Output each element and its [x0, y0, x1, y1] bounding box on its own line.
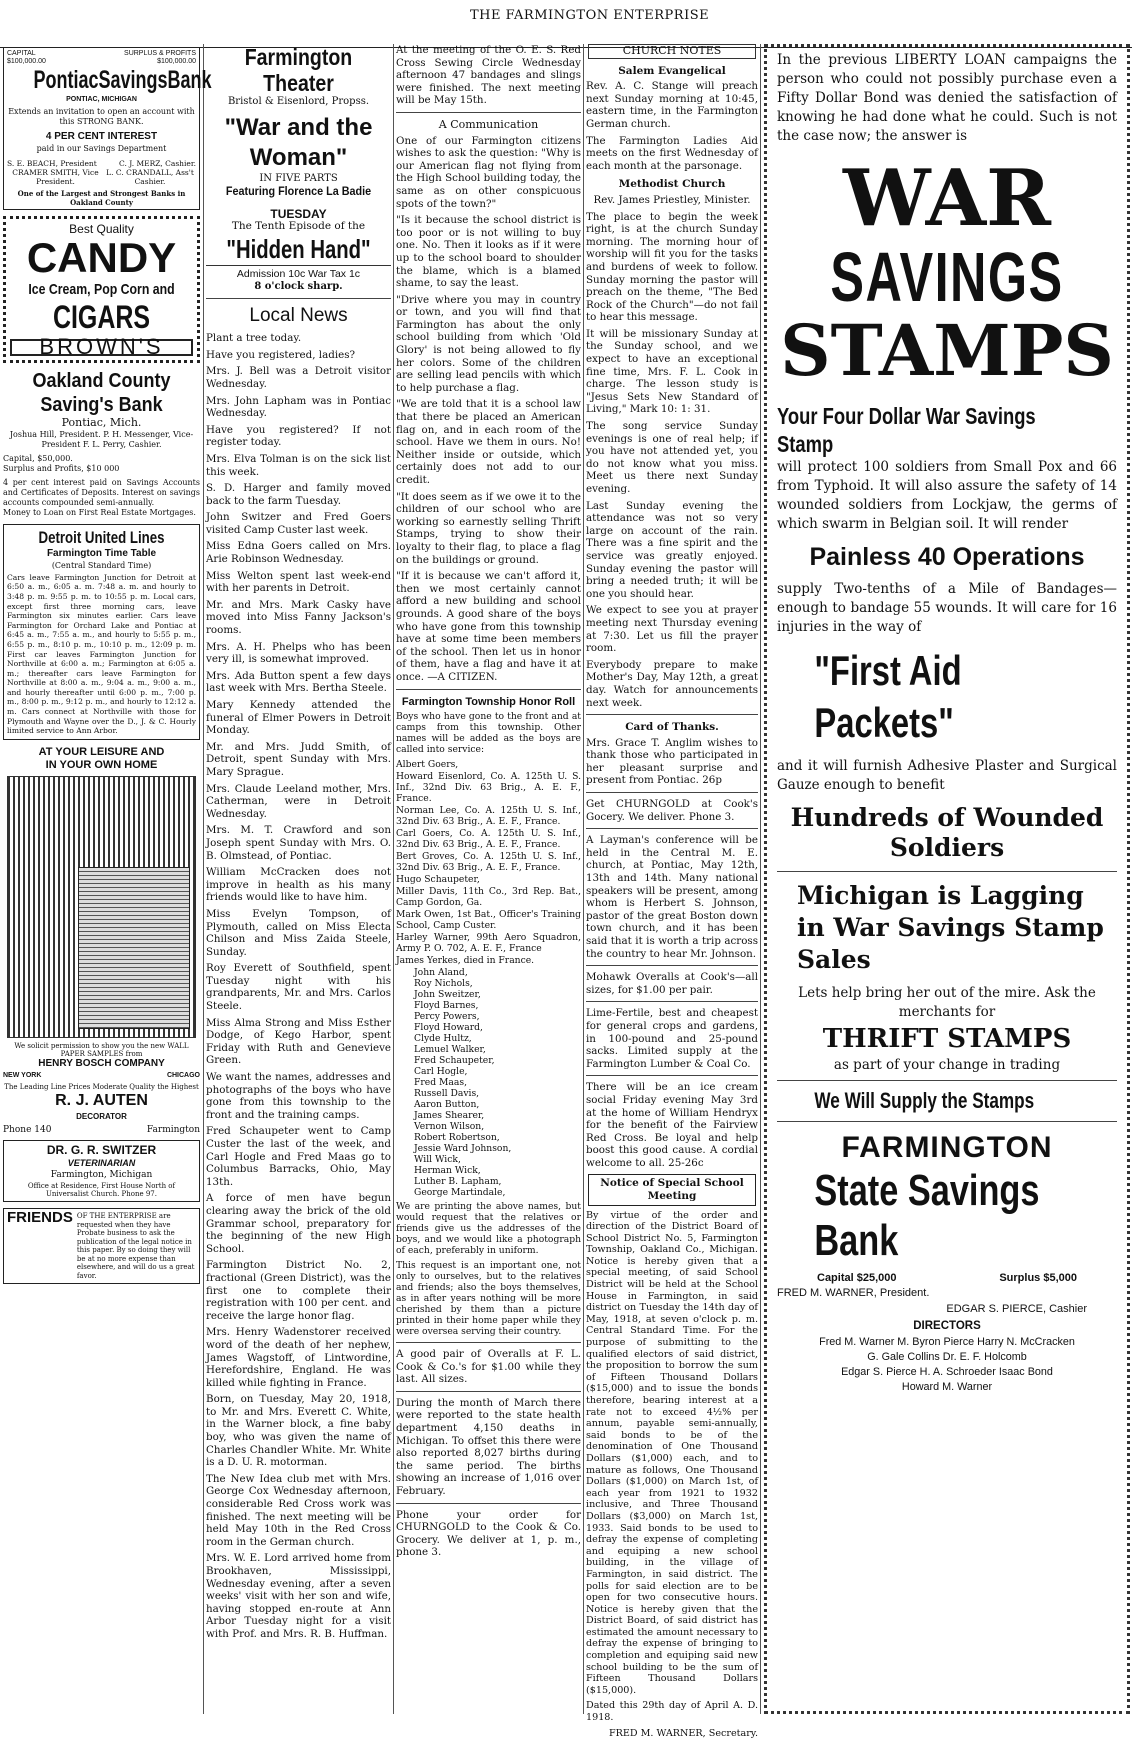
special-meeting-heading-box	[588, 1174, 756, 1206]
auten-ny: NEW YORK	[3, 1072, 42, 1080]
honor-roll-name: Fred Schaupeter,	[414, 1055, 495, 1067]
theater-film-2: "Hidden Hand"	[226, 233, 371, 264]
local-news-item: Mary Kennedy attended the funeral of Elmer Powers in Detroit Monday.	[206, 699, 391, 737]
communication-paragraph: One of our Farmington citizens wishes to ask the question: "Why is our American flag not flying from the High School building today, the same as on other conspicuous spots of the town?"	[396, 134, 581, 210]
communication-paragraph: "Is it because the school district is too poor or is not willing to buy one. No. Then it looks as if it were up to the school board to shoulder the blame, which is a blamed shame, to say the least.	[396, 214, 581, 290]
wss-supply: supply Two-tenths of a Mile of Bandages—enough to bandage 55 wounds. It will care for 16 injuries in the way of	[777, 581, 1117, 635]
auten-solicit: We solicit permission to show you the new WALL PAPER SAMPLES from	[14, 1041, 189, 1058]
methodist-minister: Rev. James Priestley, Minister.	[593, 193, 751, 206]
special-meeting-signature: FRED M. WARNER, Secretary.	[608, 1727, 758, 1739]
detroit-united-lines-ad	[3, 524, 200, 740]
honor-roll-name: Percy Powers,	[414, 1011, 480, 1023]
honor-roll-name: Herman Wick,	[414, 1165, 481, 1177]
bank-city: Pontiac, Mich.	[61, 415, 142, 429]
interest-sub: paid in our Savings Department	[36, 144, 167, 154]
auten-town: Farmington	[146, 1124, 200, 1135]
local-news-item: Have you registered, ladies?	[206, 348, 356, 361]
salem-heading: Salem Evangelical	[618, 64, 726, 77]
auten-line: The Leading Line Prices Moderate Quality the Highest	[4, 1083, 199, 1092]
ice-cream-social-notice: There will be an ice cream social Friday evening May 3rd at the home of William Hendryx for the benefit of the Fairview Red Cross. Be loyal and help boost this good cause. A cordial welcome to all. 25-26c	[586, 1081, 758, 1169]
theater-day: TUESDAY	[270, 206, 327, 221]
local-news-item: We want the names, addresses and photographs of the boys who have gone from this township to the front and the training camps.	[206, 1071, 391, 1121]
honor-roll-entry: Albert Goers,	[396, 759, 459, 771]
capital-value: $100,000.00	[7, 58, 46, 65]
local-news-item: Mrs. M. T. Crawford and son Joseph spent Sunday with Mrs. O. B. Olmstead, of Pontiac.	[206, 824, 391, 862]
officer: C. J. MERZ, Cashier.	[119, 158, 196, 168]
local-news-item: Miss Evelyn Tompson, of Plymouth, called on Miss Electa Chilson and Miss Zaida Steele, Sunday.	[206, 907, 391, 958]
bank-body: 4 per cent interest paid on Savings Accounts and Certificates of Deposits. Interest on savings accounts compounded semi-annually.	[3, 477, 200, 507]
honor-roll-entry: Norman Lee, Co. A. 125th U. S. Inf., 32nd Div. 63 Brig., A. E. F., France.	[396, 805, 581, 828]
salem-paragraph: The Farmington Ladies Aid meets on the first Wednesday of each month at the parsonage.	[586, 134, 758, 172]
honor-roll-entry: Mark Owen, 1st Bat., Officer's Training School, Camp Custer.	[396, 909, 581, 932]
communication-heading: A Communication	[438, 117, 539, 131]
switzer-town: Farmington, Michigan	[50, 1170, 153, 1181]
auten-heading: IN YOUR OWN HOME	[45, 758, 158, 771]
section-rule	[777, 1080, 1117, 1081]
oes-notice: At the meeting of the O. E. S. Red Cross Sewing Circle Wednesday afternoon 47 bandages and slings were finished. The next meeting will be May 15th.	[396, 44, 581, 107]
directors-line: Edgar S. Pierce H. A. Schroeder Isaac Bond	[841, 1365, 1053, 1378]
local-news-item: Mrs. Claude Leeland mother, Mrs. Catherman, were in Detroit Wednesday.	[206, 782, 391, 820]
column-divider	[583, 44, 584, 1714]
honor-roll-name: Luther B. Lapham,	[414, 1176, 502, 1188]
wss-stamps: STAMPS	[780, 309, 1114, 392]
wss-hundreds: Hundreds of Wounded Soldiers	[790, 803, 1104, 862]
switzer-veterinarian-ad	[3, 1140, 200, 1202]
honor-roll-name: Jessie Ward Johnson,	[414, 1143, 512, 1155]
newspaper-title: THE FARMINGTON ENTERPRISE	[470, 8, 710, 23]
column-divider	[393, 44, 394, 1714]
surplus-value: $100,000.00	[157, 58, 196, 65]
methodist-heading: Methodist Church	[618, 178, 726, 191]
dul-std: (Central Standard Time)	[51, 561, 152, 571]
local-news-item: Mrs. W. E. Lord arrived home from Brookhaven, Mississippi, Wednesday evening, after a seven weeks' visit with her son and wife, having stopped en-route at Ann Arbor Tuesday night for a visit with Prof. and Mrs. R. B. Huffman.	[206, 1552, 391, 1640]
honor-roll-entry: Miller Davis, 11th Co., 3rd Rep. Bat., Camp Gordon, Ga.	[396, 886, 581, 909]
section-rule	[586, 1075, 758, 1076]
candy-ad	[3, 216, 200, 363]
local-news-item: John Switzer and Fred Goers visited Camp Custer last week.	[206, 511, 391, 536]
section-rule	[586, 792, 758, 793]
honor-roll-name: Lemuel Walker,	[414, 1044, 486, 1056]
communication-paragraph: "If it is because we can't afford it, then we most certainly cannot afford a new building and school grounds. A good share of the boys who have gone from this township have at some time been members of the school. Then let us in honor of them, have a flag and have it at once. —A CITIZEN.	[396, 570, 581, 683]
honor-roll-name: Vernon Wilson,	[414, 1121, 485, 1133]
column-ads-left	[0, 44, 212, 1714]
theater-featuring: Featuring Florence La Badie	[225, 184, 372, 199]
wss-intro: In the previous LIBERTY LOAN campaigns the person who could not possibly purchase even a Fifty Dollar Bond was denied the satisfaction of knowing he had done what he could. Such is not the case now; the answer is	[777, 52, 1117, 144]
card-of-thanks-heading: Card of Thanks.	[625, 721, 719, 734]
local-news-item: Mrs. Elva Tolman is on the sick list this week.	[206, 452, 391, 478]
directors-line: G. Gale Collins Dr. E. F. Holcomb	[867, 1350, 1027, 1363]
theater-episode: The Tenth Episode of the	[231, 220, 366, 233]
bank-president: FRED M. WARNER, President.	[777, 1286, 930, 1299]
local-news-item: Mr. and Mrs. Judd Smith, of Detroit, spent Sunday with Mrs. Mary Sprague.	[206, 740, 391, 778]
local-news-item: Born, on Tuesday, May 20, 1918, to Mr. and Mrs. Everett C. White, in the Warner block, a fine baby boy, who was given the name of Charles Chandler White. Mr. White is a D. U. R. motorman.	[206, 1393, 391, 1469]
officer: S. E. BEACH, President	[7, 158, 97, 168]
local-news-item: Fred Schaupeter went to Camp Custer the last of the week, and Carl Hogle and Fred Maas go to Columbus Barracks, Ohio, May 13th.	[206, 1125, 391, 1188]
honor-roll-entry: Howard Eisenlord, Co. A. 125th U. S. Inf., 32nd Div. 63 Brig., A. E. F., France.	[396, 771, 581, 805]
methodist-paragraph: Everybody prepare to make Mother's Day, May 12th, a great day. Watch for announcements next week.	[586, 658, 758, 709]
methodist-paragraph: It will be missionary Sunday at the Sunday school, and we expect to have an exceptional fine time, Mrs. F. L. Cook in charge. The lesson study is "Jesus Sets New Standard of Living," Mark 10: 1: 31.	[586, 327, 758, 416]
honor-roll-name: Robert Robertson,	[414, 1132, 500, 1144]
section-rule	[586, 714, 758, 715]
salem-body	[586, 80, 758, 172]
bank-capital: Capital $25,000	[817, 1272, 897, 1284]
friends-title: FRIENDS	[7, 1209, 73, 1226]
dul-body: Cars leave Farmington Junction for Detroit at 6:50 a. m., 6:05 a. m. 7:48 a. m. and hourly to 3:48 p. m. 9:55 p. m. to 10:55 p. m. Local cars, except first three morning cars, leave Farmington six minutes earlier. Cars leave Farmington for Orchard Lake and Pontiac at 6:45 a. m., 7:55 a. m., and hourly to 5:55 p. m., 6:55 p. m., 8:10 p. m., 10:10 p. m., 12:09 p. m. First car leaves Farmington Junction for Northville at 6:00 a. m.; Farmington at 6:05 a. m.; thereafter cars leave Farmington for Northville at 8:00 a. m., 9:04 a. m., 9:00 a. m., and hourly thereafter until 6:00 p. m., 7:00 p. m., 8:00 p. m., 9:12 p. m., and hourly to 12:12 a. m. Cars connect at Northville with those for Plymouth and Wayne over the D., J. & C. Hourly limited service to Ann Arbor.	[7, 572, 196, 736]
honor-roll-name: Russell Davis,	[414, 1088, 480, 1100]
farmington-bank-name: FARMINGTON	[841, 1131, 1053, 1164]
methodist-paragraph: We expect to see you at prayer meeting next Thursday evening at 7:30. Let us fill the prayer room.	[586, 604, 758, 655]
honor-roll-name: Carl Hogle,	[414, 1066, 468, 1078]
auten-phone: Phone 140	[3, 1124, 52, 1135]
honor-roll-close: We are printing the above names, but would request that the relatives or friends give us the addresses of the boys, and we would like a photograph of each, preferably in uniform.	[396, 1201, 581, 1257]
wss-four-dollar: Your Four Dollar War Savings Stamp	[777, 403, 1036, 457]
local-news-item: S. D. Harger and family moved back to the farm Tuesday.	[206, 482, 391, 507]
honor-roll-entry: Harley Warner, 99th Aero Squadron, Army P. O. 702, A. E. F., France	[396, 932, 581, 955]
section-rule	[396, 689, 581, 690]
honor-roll-details	[396, 759, 581, 966]
communication-paragraph: "Drive where you may in country or town, and you will find that Farmington has about the only school building from which 'Old Glory' is not being allowed to fly her colors. Some of the children are selling lead pencils with which to help purchase a flag.	[396, 293, 581, 394]
wss-helps: Lets help bring her out of the mire. Ask the merchants for	[798, 985, 1096, 1020]
bank-city: PONTIAC, MICHIGAN	[66, 96, 137, 103]
lime-fertile-notice: Lime-Fertile, best and cheapest for general crops and gardens, in 100-pound and 25-pound sacks. Limited supply at the Farmington Lumber & Coal Co.	[586, 1007, 758, 1070]
honor-roll-names	[396, 967, 581, 1198]
directors-line: Howard M. Warner	[901, 1380, 993, 1393]
farmington-theater-ad	[206, 44, 391, 293]
honor-roll-name: Will Wick,	[414, 1154, 461, 1166]
theater-film-1: "War and the Woman"	[224, 113, 373, 171]
special-meeting-paragraph: By virtue of the order and direction of the District Board of School District No. 5, Farmington Township, Oakland Co., Michigan. Notice is hereby given that a special meeting, of said School District will be held at the School House in Farmington, in said district on Tuesday the 14th day of May, 1918, at seven o'clock p. m. Central Standard Time. For the purpose of submitting to the qualified electors of said district, the proposition to borrow the sum of Fifteen Thousand Dollars ($15,000) and to issue the bonds therefore, bearing interest at a rate not to exceed 4½% per annum, payable semi-annually, said bonds to be of the denomination of One Thousand Dollars ($1,000) each, and to mature as follows, One Thousand Dollars ($1,000) on March 1st, of each year from 1921 to 1932 inclusive, and Three Thousand Dollars ($3,000) on March 1st, 1933. Said bonds to be used to defray the expense of completing and equiping a new school building, in the village of Farmington, in said district. The polls for said election are to be open for two consecutive hours. Notice is hereby given that the District Board, of said district has estimated the amount necessary to defray the expense of bringing to completion and equiping said new school building to be the sum of Fifteen Thousand Dollars ($15,000).	[586, 1209, 758, 1696]
honor-roll-name: Fred Maas,	[414, 1077, 468, 1089]
interest-heading: 4 PER CENT INTEREST	[45, 130, 158, 142]
communication-body	[396, 135, 581, 684]
local-news-item: Mrs. A. H. Phelps who has been very ill, is somewhat improved.	[206, 640, 391, 666]
wss-protect: will protect 100 soldiers from Small Pox and 66 from Typhoid. It will also assure the safety of 14 wounded soldiers from Lockjaw, the germs of which swarm in Belgian soil. It will render	[777, 459, 1117, 532]
march-deaths-notice: During the month of March there were reported to the state health department 4,150 deaths in Michigan. To offset this there were also reported 8,027 births during the same period. The births showing an increase of 1,016 over February.	[396, 1396, 581, 1498]
section-rule	[396, 1342, 581, 1343]
oakland-county-bank-ad	[3, 369, 200, 518]
switzer-name: DR. G. R. SWITZER	[46, 1143, 157, 1158]
local-news-item: The New Idea club met with Mrs. George Cox Wednesday afternoon, considerable Red Cross work was finished. The next meeting will be held May 10th in the Red Cross room in the German church.	[206, 1472, 391, 1548]
wss-war: WAR	[843, 153, 1051, 244]
bank-surplus: Surplus and Profits, $10 000	[3, 463, 120, 473]
methodist-paragraph: The place to begin the week right, is at the church Sunday morning. The morning hour of worship will fit you for the tasks and burdens of week to follow. Sunday morning the pastor will preach on the theme, "The Bed Rock of the Church"—do not fail to hear this message.	[586, 210, 758, 324]
bank-invite: Extends an invitation to open an account with this STRONG BANK.	[8, 106, 195, 126]
communication-paragraph: "We are told that it is a school law that there be placed an American flag on, and in each room of the school. Have we them in ours. No! Neither inside or outside, which certainly does not add to our credit.	[396, 398, 581, 486]
honor-roll-entry: James Yerkes, died in France.	[396, 955, 535, 967]
bank-footer: One of the Largest and Strongest Banks in Oakland County	[17, 188, 186, 207]
theater-props: Bristol & Eisenlord, Propss.	[227, 96, 370, 107]
honor-roll-name: Roy Nichols,	[414, 978, 473, 990]
bank-name: PontiacSavingsBank	[33, 66, 212, 94]
surplus-label: SURPLUS & PROFITS	[124, 50, 196, 57]
overalls-notice: A good pair of Overalls at F. L. Cook & Co.'s for $1.00 while they last. All sizes.	[396, 1348, 581, 1386]
local-news-item: Miss Edna Goers called on Mrs. Arie Robinson Wednesday.	[206, 540, 391, 566]
dul-sub: Farmington Time Table	[46, 547, 157, 559]
officer: CRAMER SMITH, Vice President.	[12, 167, 99, 186]
local-news-item: Mrs. J. Bell was a Detroit visitor Wednesday.	[206, 365, 391, 390]
local-news-item: Miss Welton spent last week-end with her parents in Detroit.	[206, 569, 391, 595]
bank-cashier: EDGAR S. PIERCE, Cashier	[946, 1302, 1087, 1315]
laymen-conference-notice: A Layman's conference will be held in the Central M. E. church, at Pontiac, May 12th, 13th and 14th. Many national speakers will be present, among whom is Herbert S. Johnson, pastor of the great Boston down town church, and it has been said that it is worth a trip across the country to hear Mr. Johnson.	[586, 834, 758, 960]
wss-lagging: Michigan is Lagging in War Savings Stamp Sales	[797, 881, 1104, 974]
pontiac-savings-bank-ad	[3, 47, 212, 210]
theater-parts: IN FIVE PARTS	[259, 172, 338, 184]
officer: L. C. CRANDALL, Ass't Cashier.	[106, 167, 194, 186]
mohawk-overalls-notice: Mohawk Overalls at Cook's—all sizes, for $1.00 per pair.	[586, 971, 758, 996]
wss-first-aid: "First Aid Packets"	[814, 647, 962, 746]
honor-roll-name: Floyd Howard,	[414, 1022, 483, 1034]
methodist-paragraph: Last Sunday evening the attendance was not so very large on account of the rain. There was a fine spirit and the service was greatly enjoyed. Sunday evening the pastor will bring a needed truth; it will be one you should hear.	[586, 499, 758, 600]
honor-roll-entry: Hugo Schaupeter,	[396, 874, 480, 886]
wss-furnish: and it will furnish Adhesive Plaster and Surgical Gauze enough to benefit	[777, 758, 1117, 793]
auten-role: DECORATOR	[76, 1112, 127, 1122]
local-news-heading: Local News	[249, 305, 348, 327]
honor-roll-name: Clyde Hultz,	[414, 1033, 472, 1045]
candy-line: Best Quality	[69, 221, 134, 236]
local-news-item: A force of men have begun clearing away the brick of the old Grammar school, preparatory for the beginning of the new High School.	[206, 1192, 391, 1255]
directors-heading: DIRECTORS	[913, 1319, 981, 1332]
dul-title: Detroit United Lines	[38, 527, 165, 547]
masthead	[0, 6, 1132, 40]
wss-supply-stamps: We Will Supply the Stamps	[814, 1088, 1035, 1113]
church-notes-heading: CHURCH NOTES	[588, 44, 756, 59]
bank-capital: Capital, $50,000.	[3, 453, 73, 463]
honor-roll-name: James Shearer,	[414, 1110, 485, 1122]
auten-name: R. J. AUTEN	[55, 1092, 148, 1110]
salem-paragraph: Rev. A. C. Stange will preach next Sunday morning at 10:45, eastern time, in the Farmington German church.	[586, 80, 758, 130]
local-news-item: Miss Alma Strong and Miss Esther Dodge, of Kego Harbor, spent Friday with Ruth and Genevieve Green.	[206, 1016, 391, 1067]
section-rule	[396, 1391, 581, 1392]
section-rule	[777, 871, 1117, 872]
honor-roll-close-2: This request is an important one, not only to ourselves, but to the relatives and friends; also the boys themselves, as in after years nothing will be more cherished by them than a picture printed in their home paper while they were oversea serving their country.	[396, 1260, 581, 1338]
candy-line: Ice Cream, Pop Corn and	[28, 281, 175, 299]
local-news-item: Plant a tree today.	[206, 332, 302, 345]
local-news-item: Farmington District No. 2, fractional (Green District), was the first one to complete their registration with 100 per cent. and receive the large honor flag.	[206, 1259, 391, 1322]
section-rule	[586, 1001, 758, 1002]
local-news-item: Mrs. John Lapham was in Pontiac Wednesday.	[206, 394, 391, 420]
directors-line: Fred M. Warner M. Byron Pierce Harry N. McCracken	[819, 1335, 1075, 1348]
bank-name: Oakland County Saving's Bank	[32, 369, 171, 416]
auten-company: HENRY BOSCH COMPANY	[38, 1057, 165, 1069]
switzer-role: VETERINARIAN	[67, 1157, 136, 1168]
wss-painless: Painless 40 Operations	[809, 543, 1085, 571]
special-meeting-body	[586, 1210, 758, 1724]
section-rule	[586, 965, 758, 966]
wss-change: as part of your change in trading	[833, 1057, 1061, 1073]
theater-time: 8 o'clock sharp.	[254, 280, 343, 292]
local-news-item: Roy Everett of Southfield, spent Tuesday night with his grandparents, Mr. and Mrs. Carlos Steele.	[206, 962, 391, 1013]
methodist-paragraph: The song service Sunday evenings is one of real help; if you have not attended yet, you do not know what you miss. Meet us there next Sunday evening.	[586, 420, 758, 495]
special-meeting-paragraph: Dated this 29th day of April A. D. 1918.	[586, 1700, 758, 1724]
cigars-heading: CIGARS	[52, 299, 151, 336]
section-rule	[396, 1503, 581, 1504]
farmington-bank-name-2: State Savings Bank	[814, 1166, 1040, 1265]
bank-surplus: Surplus $5,000	[999, 1272, 1077, 1284]
local-news-item: Have you registered? If not register today.	[206, 423, 391, 449]
special-meeting-heading: Notice of Special School Meeting	[600, 1176, 744, 1202]
churngold-notice: Get CHURNGOLD at Cook's Gocery. We deliver. Phone 3.	[586, 798, 758, 823]
section-rule	[586, 828, 758, 829]
local-news-list	[206, 332, 391, 1640]
card-of-thanks-body: Mrs. Grace T. Anglim wishes to thank those who participated in her pleasant surprise and present from Pontiac. 26p	[586, 736, 758, 787]
local-news-item: Mrs. Henry Wadenstorer received word of the death of her nephew, James Wagstoff, of Lintwordine, Herefordshire, England. He was killed while fighting in France.	[206, 1326, 391, 1389]
local-news-item: William McCracken does not improve in health as his many friends would like to have him.	[206, 866, 391, 904]
local-news-item: Mrs. Ada Button spent a few days last week with Mrs. Bertha Steele.	[206, 669, 391, 695]
honor-roll-entry: Bert Groves, Co. A. 125th U. S. Inf., 32nd Div. 63 Brig., A. E. F., France.	[396, 851, 581, 874]
honor-roll-name: Aaron Button,	[414, 1099, 480, 1111]
theater-admission: Admission 10c War Tax 1c	[206, 265, 391, 281]
bank-loan: Money to Loan on First Real Estate Mortgages.	[3, 507, 196, 517]
column-divider	[203, 44, 204, 1714]
honor-roll-entry: Carl Goers, Co. A. 125th U. S. Inf., 32nd Div. 63 Brig., A. E. F., France.	[396, 828, 581, 851]
browns-label: BROWN'S	[10, 339, 193, 356]
section-rule	[777, 1121, 1117, 1122]
candy-heading: CANDY	[26, 234, 177, 282]
section-rule	[206, 298, 391, 299]
wss-savings: SAVINGS	[830, 238, 1064, 316]
methodist-body	[586, 211, 758, 710]
theater-name: Farmington Theater	[244, 44, 353, 96]
churngold-notice: Phone your order for CHURNGOLD to the Cook & Co. Grocery. We deliver at 1, p. m., phone 3.	[396, 1508, 581, 1559]
honor-roll-name: Floyd Barnes,	[414, 1000, 479, 1012]
column-local-news	[206, 44, 391, 1714]
wss-thrift-stamps: THRIFT STAMPS	[822, 1024, 1072, 1054]
honor-roll-name: George Martindale,	[414, 1187, 506, 1199]
column-church-notes	[586, 44, 758, 1739]
honor-roll-intro: Boys who have gone to the front and at camps from this township. Other names will be added as the boys are called into service:	[396, 711, 581, 756]
interior-illustration	[7, 776, 196, 1038]
section-rule	[396, 112, 581, 113]
bank-officers: Joshua Hill, President. P. H. Messenger, Vice-President F. L. Perry, Cashier.	[9, 429, 194, 449]
capital-label: CAPITAL	[7, 50, 36, 57]
local-news-item: Mr. and Mrs. Mark Casky have moved into Miss Fanny Jackson's rooms.	[206, 598, 391, 637]
war-savings-stamps-ad	[764, 44, 1130, 1714]
switzer-office: Office at Residence, First House North of Universalist Church. Phone 97.	[27, 1182, 176, 1198]
column-divider	[760, 44, 761, 1714]
honor-roll-name: John Sweitzer,	[414, 989, 481, 1001]
auten-chicago: CHICAGO	[166, 1072, 200, 1080]
auten-decorator-ad	[3, 746, 200, 1136]
friends-body: OF THE ENTERPRISE are requested when they have Probate business to ask the publication of the legal notice in this paper. By so doing they will be at no more expense than elsewhere, and will do us a great favor.	[76, 1212, 195, 1280]
communication-paragraph: "It does seem as if we owe it to the children of our school who are working so earnestly selling Thrift Stamps, trying to show their loyalty to their flag, to place a flag on the buildings or ground.	[396, 490, 581, 566]
honor-roll-name: John Aland,	[414, 967, 468, 979]
column-community	[396, 44, 581, 1714]
auten-heading: AT YOUR LEISURE AND	[38, 745, 165, 758]
friends-notice	[3, 1208, 200, 1284]
honor-roll-heading: Farmington Township Honor Roll	[401, 695, 576, 708]
